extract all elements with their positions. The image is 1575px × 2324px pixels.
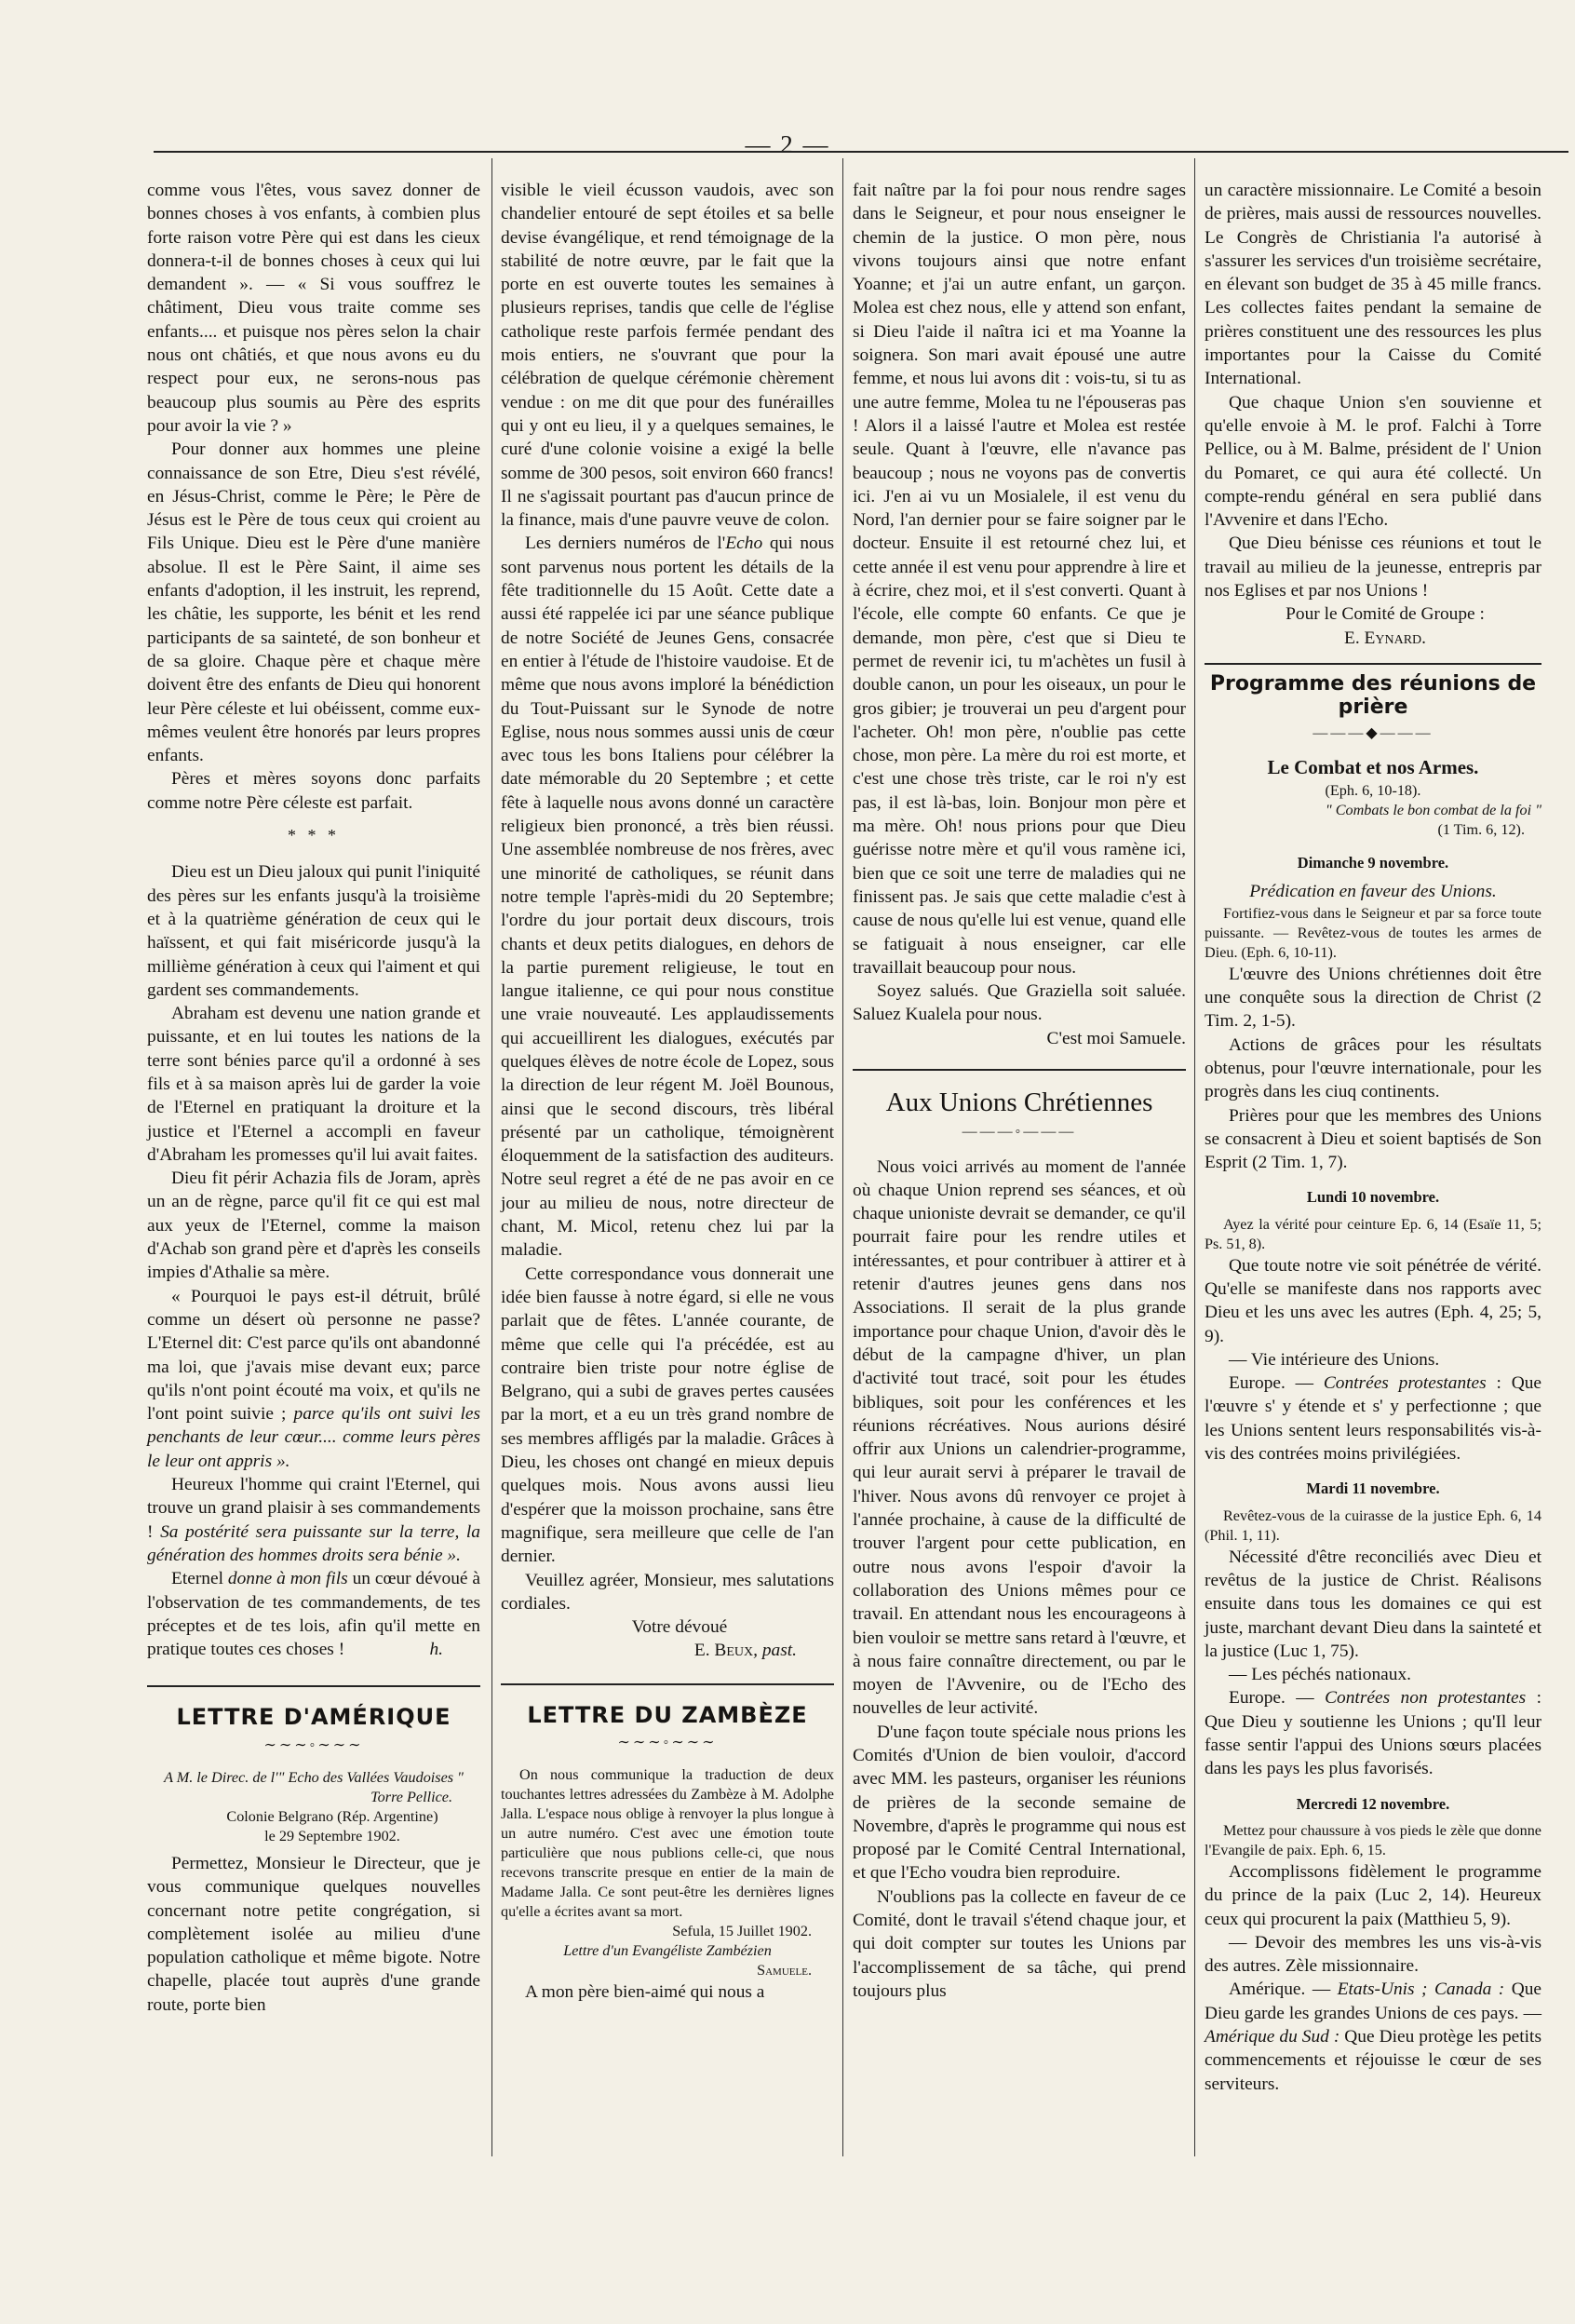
ornament: ———◦——— <box>962 1124 1077 1141</box>
letter-place: Sefula, 15 Juillet 1902. <box>672 1923 812 1940</box>
text: : Que l'œuvre s' y étende et s' y perfectionne ; que les Unions sentent leurs responsabilités vis-à-vis des contrées moins privilégiées. <box>1205 1373 1541 1465</box>
signature <box>501 1639 797 1662</box>
paragraph: Cette correspondance vous donnerait une idée bien fausse à notre égard, si elle ne vous parlait que de fêtes. L'année courante, de même que celle qui l'a précédée, est au contraire bien triste pour notre église de Belgrano, qui a subi de graves pertes causées par la mort, et a eu un très grand nombre de ses membres affligés par la maladie. Grâces à Dieu, les choses ont changé en mieux depuis quelques mois. Nous avons aussi lieu d'espérer que la moisson prochaine, sans être magnifique, sera meilleure que celle de l'an dernier. <box>501 1263 834 1567</box>
text: Les derniers numéros de l' <box>525 534 726 554</box>
italic-text: Contrées protestantes <box>1323 1373 1487 1394</box>
column-4 <box>1205 179 1541 2096</box>
text: Europe. — <box>1229 1688 1326 1709</box>
ornament: ∼∼∼◦∼∼∼ <box>617 1735 718 1750</box>
text: Eternel <box>171 1569 228 1589</box>
verse: Ayez la vérité pour ceinture Ep. 6, 14 (Esaïe 11, 5; Ps. 51, 8). <box>1205 1215 1541 1252</box>
letter-header <box>147 1768 480 1846</box>
paragraph: Soyez salués. Que Graziella soit saluée. Saluez Kualela pour nous. <box>853 981 1186 1025</box>
paragraph: Accomplissons fidèlement le programme du prince de la paix (Luc 2, 14). Heureux ceux qui procurent la paix (Matthieu 5, 9). <box>1205 1861 1541 1929</box>
paragraph <box>1205 1371 1541 1466</box>
section-rule <box>147 1685 480 1687</box>
paragraph: Que chaque Union s'en souvienne et qu'elle envoie à M. le prof. Falchi à Torre Pellice, ou à M. Balme, président de l' Union du Pomaret, ce qui aura été collecté. Un compte-rendu général en sera publié dans l'Avvenire et dans l'Echo. <box>1205 392 1541 531</box>
paragraph <box>501 532 834 1262</box>
text: eux <box>726 1641 754 1661</box>
paragraph: Permettez, Monsieur le Directeur, que je vous communique quelques nouvelles concernant notre petite congrégation, si complètement isolée au milieu d'une population catholique et même bigote. Notre chapelle, placée tout auprès d'une grande route, porte bien <box>147 1854 480 2015</box>
italic-text: parce qu'ils ont suivi les penchants de leur cœur.... comme leurs pères le leur ont appris ». <box>147 1404 480 1471</box>
column-1 <box>147 179 480 2017</box>
paragraph <box>147 1285 480 1473</box>
signature: C'est moi Samuele. <box>1046 1028 1186 1048</box>
text: , past. <box>753 1641 797 1661</box>
day-heading: Dimanche 9 novembre. <box>1297 854 1449 872</box>
text: Que Dieu garde les grandes Unions de ces pays. — <box>1205 1979 1541 2023</box>
paragraph: D'une façon toute spéciale nous prions les Comités d'Union de bien vouloir, d'accord avec MM. les pasteurs, organiser les réunions de prières de la seconde semaine de Novembre, d'après le programme qui nous est proposé par le Comité Central International, et que l'Echo voudra bien reproduire. <box>853 1722 1186 1884</box>
paragraph: Dieu fit périr Achazia fils de Joram, après un an de règne, parce qu'il fit ce qui est mal aux yeux de l'Eternel, comme la maison d'Achab son grand père et d'après les conseils impies d'Athalie sa mère. <box>147 1169 480 1283</box>
paragraph <box>1205 1686 1541 1780</box>
day-heading: Mercredi 12 novembre. <box>1296 1794 1450 1813</box>
paragraph: — Vie intérieure des Unions. <box>1229 1349 1440 1370</box>
reference: (1 Tim. 6, 12). <box>1437 821 1525 839</box>
paragraph: — Devoir des membres les uns vis-à-vis des autres. Zèle missionnaire. <box>1205 1932 1541 1977</box>
letter-address: A M. le Direc. de l'" Echo des Vallées Vaudoises " <box>164 1769 464 1786</box>
paragraph: Actions de grâces pour les résultats obtenus, pour l'œuvre internationale, pour les progrès dans les ciuq continents. <box>1205 1034 1541 1102</box>
day-heading: Mardi 11 novembre. <box>1306 1480 1440 1498</box>
italic-text: donne à mon fils <box>227 1569 348 1589</box>
section-title-zambeze: LETTRE DU ZAMBÈZE <box>527 1701 808 1728</box>
day-sub: Prédication en faveur des Unions. <box>1249 882 1497 902</box>
section-rule <box>853 1069 1186 1071</box>
section-separator: * * * <box>288 826 340 845</box>
paragraph: On nous communique la traduction de deux touchantes lettres adressées du Zambèze à M. Adolphe Jalla. L'espace nous oblige à renvoyer la plus longue à un autre numéro. C'est avec une émotion toute particulière que nous publions celle-ci, que nous recevons transcrite presque en entier de la main de Madame Jalla. Ce sont peut-être les dernières lignes qu'elle a écrites avant sa mort. <box>501 1766 834 1921</box>
letter-date: le 29 Septembre 1902. <box>264 1828 400 1844</box>
text: Amérique. — <box>1229 1979 1338 2000</box>
paragraph: Que Dieu bénisse ces réunions et tout le travail au milieu de la jeunesse, entrepris par nos Eglises et par nos Unions ! <box>1205 534 1541 601</box>
paragraph <box>147 1567 480 1661</box>
header-rule <box>154 151 1568 153</box>
paragraph: visible le vieil écusson vaudois, avec son chandelier entouré de sept étoiles et sa belle devise évangélique, et rend témoignage de la stabilité de notre œuvre, par le fait que la porte en est ouverte toutes les semaines à plusieurs reprises, tandis que celle de l'église catholique reste parfois fermée pendant des mois entiers, ne s'ouvrant que pour la célébration de quelque cérémonie chèrement vendue : on me dit que pour des funérailles qui y ont eu lieu, il y a quelques semaines, le curé d'une colonie voisine a exigé la belle somme de 300 pesos, soit environ 660 francs! Il ne s'agissait pourtant pas d'aucun prince de la finance, mais d'une pauvre veuve de colon. <box>501 181 834 531</box>
text: Heureux l'homme qui craint l'Eternel, qui trouve un grand plaisir à ses commandements ! <box>147 1475 480 1542</box>
paragraph: A mon père bien-aimé qui nous a <box>525 1982 765 2003</box>
paragraph: Veuillez agréer, Monsieur, mes salutations cordiales. <box>501 1570 834 1614</box>
paragraph: Nous voici arrivés au moment de l'année où chaque Union reprend ses séances, et où chaque unioniste devrait se demander, ce qu'il pourrait faire pour les rendre utiles et intéressantes, et pour contribuer à attirer et à retenir d'autres jeunes gens dans nos Associations. Il serait de la plus grande importance pour chaque Union, d'avoir dès le début de la campagne d'hiver, un plan d'activité tout tracé, soit pour les études bibliques, soit pour les conférences et les réunions récréatives. Nous aurions désiré offrir aux Unions un calendrier-programme, qui leur aurait servi à préparer le travail de l'hiver. Nous avons dû renvoyer ce projet à l'année prochaine, à cause de la difficulté de trouver l'argent pour cette publication, en outre nous avons l'espoir d'avoir la collaboration des Unions mêmes pour ce travail. En attendant nous les encourageons à bien vouloir se mettre sans retard à l'œuvre, et à nous faire connaître directement, ou par le moyen de l'Avvenire, ou de l'Echo des nouvelles de leur activité. <box>853 1156 1186 1719</box>
italic-text: Contrées non protestantes <box>1325 1688 1527 1709</box>
section-rule <box>1205 663 1541 665</box>
section-title-programme: Programme des réunions de prière <box>1209 671 1537 720</box>
paragraph: — Les péchés nationaux. <box>1229 1665 1411 1685</box>
reference: (Eph. 6, 10-18). <box>1325 782 1421 800</box>
column-2 <box>501 179 834 2005</box>
verse: Fortifiez-vous dans le Seigneur et par sa force toute puissante. — Revêtez-vous de toutes les armes de Dieu. (Eph. 6, 10-11). <box>1205 904 1541 961</box>
page-number: — 2 — <box>745 130 830 158</box>
column-rule-2 <box>842 158 843 2156</box>
paragraph: Pères et mères soyons donc parfaits comme notre Père céleste est parfait. <box>147 769 480 813</box>
text: E. B <box>693 1641 727 1661</box>
signature-line: Votre dévoué <box>631 1617 728 1638</box>
italic-text: Echo <box>725 534 763 554</box>
paragraph: Que toute notre vie soit pénétrée de vérité. Qu'elle se manifeste dans nos rapports avec Dieu et les uns avec les autres (Eph. 4, 25; 5, 9). <box>1205 1255 1541 1346</box>
letter-place: Colonie Belgrano (Rép. Argentine) <box>226 1808 438 1825</box>
text: « Pourquoi le pays est-il détruit, brûlé comme un désert où personne ne passe? L'Eternel dit: C'est parce qu'ils ont abandonné ma loi, que j'avais mise devant eux; parce qu'ils n'ont point écouté ma voix, et qu'ils ne l'ont point suivie ; <box>147 1286 480 1425</box>
paragraph: comme vous l'êtes, vous savez donner de bonnes choses à vos enfants, à combien plus forte raison votre Père qui est dans les cieux donnera-t-il de bonnes choses à ceux qui lui demandent ». — « Si vous souffrez le châtiment, Dieu vous traite comme ses enfants.... et puisque nos pères selon la chair nous ont châtiés, et que nous avons eu du respect pour eux, ne serons-nous pas beaucoup plus soumis au Père des esprits pour avoir la vie ? » <box>147 181 480 436</box>
column-rule-1 <box>491 158 492 2156</box>
text: qui nous sont parvenus nous portent les détails de la fête traditionnelle du 15 Août. Cette date a aussi été rappelée ici par une séance publique de notre Société de Jeunes Gens, consacrée en entier à l'étude de l'histoire vaudoise. Et de même que nous avons imploré la bénédiction du Tout-Puissant sur le Synode de notre Eglise, nous nous sommes aussi unis de cœur avec tous les bons Italiens pour célébrer la date mémorable du 20 Septembre ; et cette fête à laquelle nous avons donné un caractère religieux bien prononcé, a très bien réussi. Une assemblée nombreuse de nos frères, avec une minorité de catholiques, se réunit dans notre temple l'après-midi du 20 Septembre; l'ordre du jour portait deux discours, trois chants et deux petits dialogues, en dehors de la partie purement religieuse, le tout en langue italienne, ce qui pour nous constitue une vraie nouveauté. Les applaudissements qui accueillirent les dialogues, exécutés par quelques élèves de notre école de Lopez, sous la direction de leur régent M. Joël Bounous, ainsi que le second discours, très libéral présenté par un catholique, témoignèrent éloquemment de la satisfaction des auditeurs. Notre seul regret a été de ne pas avoir en ce jour au milieu de nous, notre directeur de chant, M. Micol, retenu chez lui par la maladie. <box>501 534 834 1261</box>
section-title-amerique: LETTRE D'AMÉRIQUE <box>176 1704 451 1731</box>
paragraph <box>1205 1978 1541 2095</box>
verse: Revêtez-vous de la cuirasse de la justice Eph. 6, 14 (Phil. 1, 11). <box>1205 1507 1541 1544</box>
italic-text: Sa postérité sera puissante sur la terre, la génération des hommes droits sera bénie ». <box>147 1521 480 1565</box>
section-rule <box>501 1683 834 1685</box>
signature-line: Pour le Comité de Groupe : <box>1286 604 1485 625</box>
italic-text: Amérique du Sud : <box>1205 2027 1340 2047</box>
text: un cœur dévoué à l'observation de tes commandements, de tes préceptes et de tes lois, afin qu'il mette en pratique toutes ces choses ! <box>147 1569 480 1660</box>
paragraph: L'œuvre des Unions chrétiennes doit être une conquête sous la direction de Christ (2 Tim. 2, 1-5). <box>1205 964 1541 1032</box>
programme-subtitle: Le Combat et nos Armes. <box>1267 755 1479 778</box>
text: : Que Dieu y soutienne les Unions ; qu'Il leur fasse sentir l'appui des Unions sœurs placées dans les pays les plus favorisés. <box>1205 1688 1541 1779</box>
signature: E. Eynard. <box>1343 628 1426 648</box>
paragraph: fait naître par la foi pour nous rendre sages dans le Seigneur, et pour nous enseigner le chemin de la justice. O mon père, nous vivons toujours ainsi que notre enfant Yoanne; et j'ai un autre enfant, un garçon. Molea est chez nous, elle y attend son enfant, si Dieu l'aide il naîtra ici et ma Yoanne la soignera. Son mari avait épousé une autre femme, et nous lui avons dit : vois-tu, si tu as une autre femme, Molea tu ne l'épouseras pas ! Alors il a laissé l'autre et Molea est restée seule. Quant à l'œuvre, elle n'avance pas beaucoup ; nous ne voyons pas de convertis ici. J'en ai vu un Mosialele, il est venu du Nord, l'an dernier pour se faire soigner par le docteur. Ensuite il est retourné chez lui, et cette année il est venu pour apprendre à lire et à écrire, chez moi, et il s'est converti. Quant à l'école, elle compte 60 enfants. Ce que je demande, mon père, c'est que si Dieu te permet de revenir ici, tu m'achètes un fusil à double canon, un pour les oiseaux, un pour le gros gibier; je trouverai un peu d'argent pour l'acheter. Oh! mon père, n'oublie pas cette chose, mon père. La mère du roi est morte, et c'est une chose très triste, car le roi n'y est pas, il est là-bas, loin. Bonjour mon père et ma mère. Oh! nous prions pour que Dieu guérisse notre mère et qu'il vous ramène ici, bien que ce soit une terre de maladies qui ne finissent pas. Je sais que cette maladie c'est à cause de nous qu'elle lui est venue, quand elle se fatiguait à nous enseigner, car elle travaillait beaucoup pour nous. <box>853 181 1186 978</box>
text: Que Dieu protège les petits commencements et réjouisse le cœur de ses serviteurs. <box>1205 2027 1541 2094</box>
section-title-unions: Aux Unions Chrétiennes <box>885 1087 1153 1117</box>
letter-author: Samuele. <box>757 1962 812 1979</box>
signature: h. <box>429 1640 443 1660</box>
paragraph: Prières pour que les membres des Unions se consacrent à Dieu et soient baptisés de Son Esprit (2 Tim. 1, 7). <box>1205 1105 1541 1173</box>
paragraph: un caractère missionnaire. Le Comité a besoin de prières, mais aussi de ressources nouvelles. Le Congrès de Christiania l'a autorisé à s'assurer les services d'un troisième secrétaire, en élevant son budget de 35 à 45 mille francs. Les collectes faites pendant la semaine de prières constituent une des ressources les plus importantes pour la Caisse du Comité International. <box>1205 181 1541 389</box>
zambeze-intro <box>501 1765 834 1980</box>
column-3 <box>853 179 1186 2003</box>
letter-address: Torre Pellice. <box>370 1789 452 1805</box>
quote: " Combats le bon combat de la foi " <box>1325 802 1541 819</box>
column-rule-3 <box>1194 158 1195 2156</box>
paragraph: Nécessité d'être reconciliés avec Dieu et revêtus de la justice de Christ. Réalisons ensuite dans tous les domaines ce qui est juste, marchant devant Dieu dans la sainteté et la justice (Luc 1, 75). <box>1205 1547 1541 1661</box>
ornament: ∼∼∼◦∼∼∼ <box>263 1736 364 1753</box>
paragraph: N'oublions pas la collecte en faveur de ce Comité, dont le travail s'étend chaque jour, et qui doit compter sur toutes les Unions par l'accomplissement de sa tâche, qui prend toujours plus <box>853 1886 1186 2001</box>
paragraph: Dieu est un Dieu jaloux qui punit l'iniquité des pères sur les enfants jusqu'à la troisième et à la quatrième génération de ceux qui le haïssent, et qui fait miséricorde jusqu'à la millième génération à ceux qui l'aiment et qui gardent ses commandements. <box>147 862 480 1000</box>
text: Europe. — <box>1229 1373 1324 1394</box>
ornament: ———◆——— <box>1312 724 1434 741</box>
paragraph: Pour donner aux hommes une pleine connaissance de son Etre, Dieu s'est révélé, en Jésus-Christ, comme le Père; le Père de Jésus est le Père de tous ceux qui croient au Fils Unique. Dieu est le Père d'une manière absolue. Il est le Père Saint, il aime ses enfants d'adoption, il les instruit, les reprend, les châtie, les supporte, les bénit et les rend participants de sa sainteté, de son bonheur et de sa gloire. Chaque père et chaque mère doivent être des enfants de Dieu qui honorent leur Père céleste et lui obéissent, comme eux-mêmes veulent être honorés par leurs propres enfants. <box>147 439 480 766</box>
paragraph: Abraham est devenu une nation grande et puissante, et en lui toutes les nations de la terre sont bénies parce qu'il a ordonné à ses fils et à sa maison après lui de garder la voie de l'Eternel en pratiquant la droiture et la justice et l'Eternel a accompli en faveur d'Abraham les promesses qu'il lui avait faites. <box>147 1004 480 1165</box>
letter-from: Lettre d'un Evangéliste Zambézien <box>563 1942 772 1960</box>
day-heading: Lundi 10 novembre. <box>1306 1188 1440 1207</box>
verse: Mettez pour chaussure à vos pieds le zèle que donne l'Evangile de paix. Eph. 6, 15. <box>1205 1821 1541 1858</box>
paragraph <box>147 1473 480 1567</box>
italic-text: Etats-Unis ; Canada : <box>1337 1979 1505 2000</box>
